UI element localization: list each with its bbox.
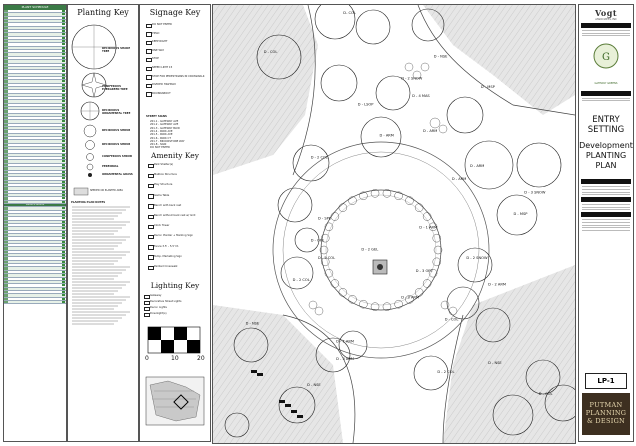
plant-label: D - ARM: [423, 129, 438, 133]
signage-key-title: Signage Key: [149, 8, 201, 17]
amenity-items-item: Fence 3.5' - 5.5' ht.: [154, 244, 180, 248]
planting-key-label: CONIFEROUS EVERGREEN TREE: [102, 85, 128, 92]
site-plan-drawing: [213, 5, 575, 443]
sheet-title-1: ENTRY SETTING: [587, 115, 625, 136]
tiny-circle-icon: [87, 164, 93, 170]
scale-bar: [140, 5, 210, 441]
info-lines: [579, 204, 633, 210]
planting-key-label: DECIDUOUS ORNAMENTAL TREE: [102, 109, 131, 116]
sign-items-item: SPEED LIMIT 15: [152, 66, 173, 69]
schedule-title: PLANT SCHEDULE: [4, 5, 66, 10]
amenity-items-item: Game Table: [154, 193, 170, 197]
divider: [581, 179, 631, 184]
tiny-circle-icon: [87, 154, 94, 161]
dot-icon: [88, 173, 92, 177]
street-items-item: 201.5 - PARK AVE: [150, 133, 173, 137]
street-items-item: 201.7 - BROOKSTONE WAY: [150, 139, 185, 143]
divider: [581, 212, 631, 217]
scale-label: 10: [171, 355, 179, 362]
planting-key-label: ORNAMENTAL GRASS: [102, 173, 133, 176]
info-lines: [579, 98, 633, 102]
street-items-item: 201.3 - GATEWAY BLVD: [150, 126, 180, 130]
street-items-item: 201.1 - GATEWAY AVE: [150, 120, 179, 123]
plant-label: D - NSE: [245, 321, 260, 326]
plant-label: D - LSOP: [357, 102, 374, 107]
plant-label: D - COL: [263, 50, 278, 55]
info-lines: [579, 186, 633, 195]
planting-key-title: Planting Key: [77, 8, 129, 17]
plant-label: D- COL: [343, 10, 356, 15]
plant-label: D - SPE: [318, 216, 332, 221]
planting-key-label: CONIFEROUS SHRUB: [102, 155, 132, 158]
seeded-label: SEEDED OR PLANTED AREA: [90, 189, 124, 192]
amenity-key-title: Amenity Key: [151, 151, 199, 160]
planting-notes-title: PLANTING PLAN NOTES: [71, 201, 106, 204]
lighting-key-title: Lighting Key: [150, 281, 200, 290]
amenity-items-item: Mailbox Structure: [154, 173, 177, 177]
divider: [581, 23, 631, 28]
plant-label: D - NSE: [307, 383, 321, 388]
planting-key-panel: [67, 4, 139, 442]
plant-label: D - COL: [444, 317, 459, 322]
amenity-items-item: Temp. Marketing Sign: [154, 254, 182, 258]
amenity-items-item: Painted Crosswalk: [154, 265, 178, 268]
title-block: [578, 4, 634, 442]
street-items-item: 201.4 - PARK AVE: [150, 129, 173, 133]
table-row: [4, 301, 66, 304]
street-items-item: 201.6 - PARK CT: [150, 136, 171, 140]
divider: [581, 91, 631, 96]
street-items-item: 201.8 - SIGN: [150, 143, 167, 147]
plant-label: D - MSP: [480, 85, 495, 90]
plant-label: D - 2 COL: [318, 256, 336, 260]
plant-label: D - ARM: [451, 177, 467, 182]
amenity-items-item: Park Shelter(s): [154, 163, 174, 166]
firm-logo: Vogt: [594, 8, 618, 18]
sign-items-item: STOP: [152, 57, 159, 61]
table-row: SHRUB SCHEDULE: [4, 204, 66, 207]
amenity-items-item: Clock Tower: [154, 224, 170, 228]
project-logo: [579, 38, 633, 78]
plant-label: D - 1 ARM: [336, 339, 354, 344]
info-lines: [579, 219, 633, 230]
plant-label: D - 3 SNOW: [524, 190, 546, 195]
plant-label: D - 2 ARM: [488, 282, 506, 287]
sign-items-item: ONE WAY: [152, 48, 165, 52]
plant-label: D - 1 ARM: [419, 225, 438, 230]
plant-label: D - MSP: [513, 212, 528, 217]
plant-schedule: [3, 4, 67, 442]
key-map: [146, 377, 204, 425]
light-items-item: Downlight(s): [150, 312, 167, 315]
sign-items-item: DIVIDED HIGHWAY: [152, 83, 177, 87]
designer-name: PUTMAN PLANNING & DESIGN: [585, 401, 627, 425]
small-circle-icon: [86, 141, 95, 150]
light-items-item: Decor. Lights: [150, 306, 167, 309]
plant-label: D - 2 COL: [437, 369, 455, 374]
amenity-items-item: Bench without back rest w/ Grill: [154, 214, 196, 217]
firm-sub: ASSOCIATES, INC: [595, 18, 617, 21]
plant-label: D - 3 ARM: [336, 356, 354, 361]
designer-logo: [582, 393, 630, 435]
scale-label: 20: [197, 355, 205, 362]
street-signs-title: STREET SIGNS: [146, 115, 167, 118]
amenity-items-item: Bench with back rest: [154, 203, 182, 207]
sign-items-item: ROUNDABOUT: [152, 91, 171, 95]
divider: [581, 197, 631, 202]
info-lines: [579, 30, 633, 36]
planting-key-label: DECIDUOUS SHRUB: [102, 143, 131, 146]
scale-label: 0: [145, 355, 149, 362]
plant-label: D - 4 MAS: [412, 94, 430, 98]
street-items-item: 201.2 - GATEWAY AVE: [150, 123, 179, 127]
plant-label: D - NSE: [488, 361, 502, 366]
schedule-rows: [4, 10, 66, 304]
street-items-item: DO NOT ENTER: [150, 146, 170, 150]
plant-label: D - 3 ARM: [401, 295, 420, 300]
svg-text:G: G: [602, 51, 610, 63]
amenity-items-item: Play Structure: [154, 183, 173, 187]
sign-items-item: KEEP RIGHT: [152, 40, 168, 44]
plant-label: D - OFE: [310, 238, 325, 243]
plant-label: D - 2 COL: [310, 155, 328, 160]
plant-label: D - 2 COL: [292, 277, 310, 282]
planting-key-label: PERENNIAL: [102, 165, 119, 168]
sign-items-item: STOP FOR PEDESTRIANS IN CROSSWALK: [152, 74, 205, 78]
light-items-item: Gateway: [150, 294, 162, 297]
signage-key-panel: [139, 4, 211, 442]
light-items-item: Decorative Street Lights: [150, 300, 182, 303]
plant-label: D - ARM: [470, 164, 485, 169]
amenity-items-item: Decor. Planter + Marking Sign: [154, 234, 193, 238]
planting-key-label: DECIDUOUS SHRUB: [102, 129, 131, 132]
plant-label: D - ARM: [379, 133, 394, 138]
sheet-number: LP-1: [585, 373, 627, 389]
plant-label: D - COL: [538, 391, 553, 396]
sign-items-item: YIELD: [152, 31, 160, 35]
plant-label: D - 2 SNOW: [401, 76, 423, 81]
planting-key-label: DECIDUOUS SHADE TREE: [102, 47, 131, 54]
plant-label: D - 2 SNOW: [466, 256, 488, 260]
plant-label: D - 2 GEL: [361, 247, 379, 252]
sign-items-item: DO NOT ENTER: [152, 23, 172, 26]
project-name: GATEWAY GREENS: [594, 81, 618, 85]
plant-label: D - 3 OFE: [415, 269, 433, 274]
small-circle-icon: [84, 125, 96, 137]
site-plan: [212, 4, 576, 444]
plant-label: D - NSE: [433, 54, 448, 59]
planting-key-symbols: [68, 5, 138, 441]
sheet-title-2: Development PLANTING PLAN: [579, 141, 633, 171]
